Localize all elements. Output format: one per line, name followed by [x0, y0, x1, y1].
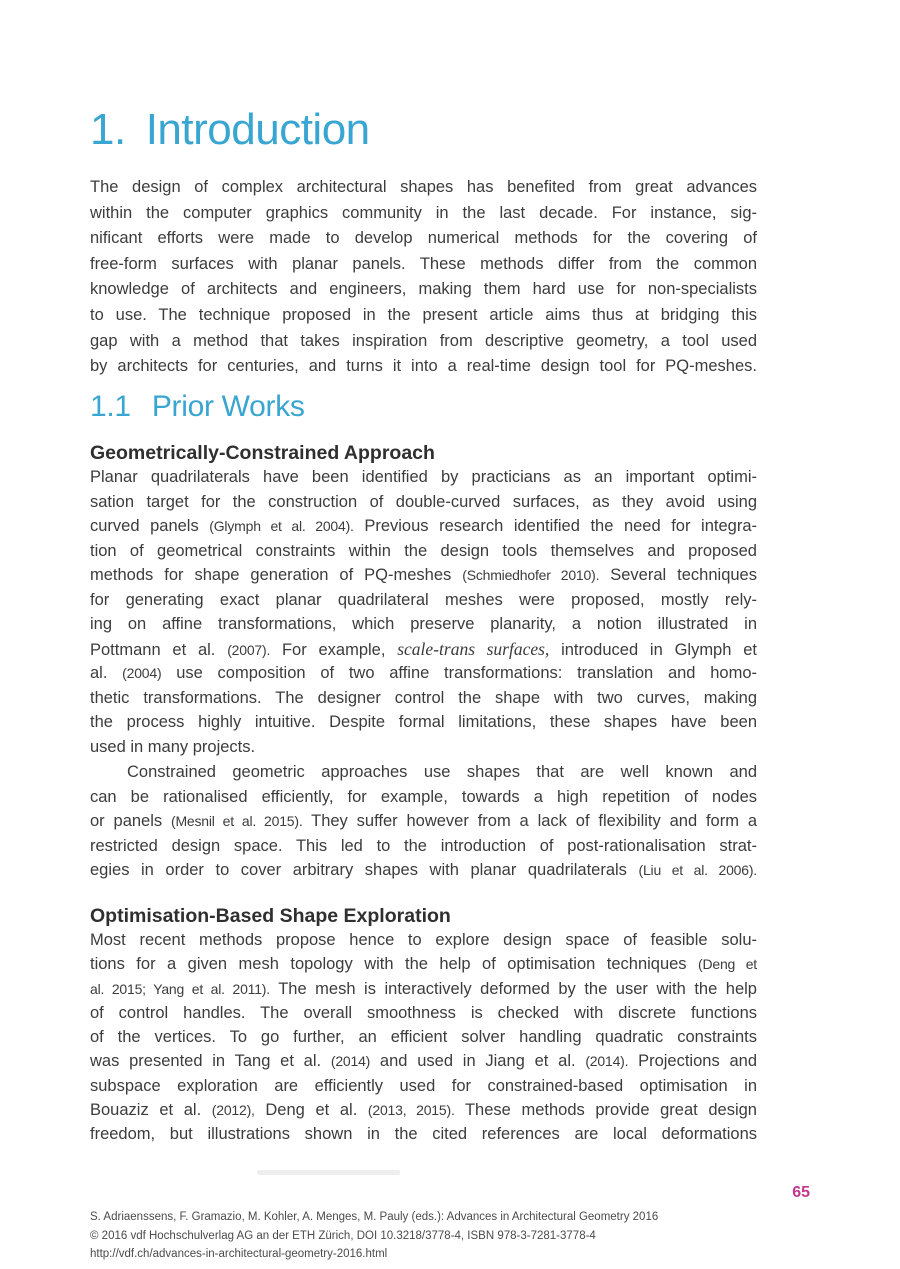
- section-number: 1.1: [90, 390, 131, 423]
- scan-artifact-mark: [257, 1170, 400, 1175]
- text-line: [90, 201, 757, 227]
- text-line: [90, 1074, 757, 1098]
- text-line: [90, 354, 757, 380]
- intro-paragraph: [90, 175, 757, 380]
- text-run: Constrained geometric approaches use shapes that are well known and: [127, 763, 757, 781]
- citation-text: (2013, 2015).: [367, 1102, 455, 1119]
- text-line: [90, 175, 757, 201]
- text-line: [90, 539, 757, 564]
- text-line: [90, 785, 757, 810]
- footer-url[interactable]: http://vdf.ch/advances-in-architectural-geometry-2016.html: [90, 1248, 388, 1261]
- section-heading: [90, 389, 305, 425]
- text-run: introduced in Glymph et: [549, 640, 757, 659]
- text-run: The design of complex architectural shapes has benefited from great advances: [90, 178, 757, 196]
- text-run: knowledge of architects and engineers, making them hard use for non-specialists: [90, 280, 757, 299]
- citation-text: al. 2015; Yang et al. 2011).: [90, 980, 270, 997]
- text-line: [90, 760, 757, 785]
- text-line: [90, 490, 757, 515]
- text-run: used in many projects.: [90, 737, 256, 756]
- text-line: [90, 1049, 757, 1073]
- text-line: [90, 1025, 757, 1049]
- text-run: These methods provide great design: [454, 1101, 757, 1120]
- text-run: Previous research identified the need for integra-: [353, 517, 757, 535]
- citation-text: (2012),: [211, 1102, 255, 1119]
- text-line: [90, 329, 757, 355]
- text-run: nificant efforts were made to develop numerical methods for the covering of: [90, 229, 757, 248]
- text-line: [90, 226, 757, 252]
- text-run: of control handles. The overall smoothness is checked with discrete functions: [90, 1003, 757, 1022]
- text-run: can be rationalised efficiently, for example, towards a high repetition of nodes: [90, 787, 757, 806]
- text-run: for generating exact planar quadrilateral meshes were proposed, mostly rely-: [90, 590, 757, 609]
- text-run: or panels: [90, 812, 171, 830]
- citation-text: (Glymph et al. 2004).: [209, 518, 354, 534]
- text-run: restricted design space. This led to the introduction of post-rationalisation strat-: [90, 836, 757, 855]
- text-line: [90, 612, 757, 637]
- text-line: [90, 710, 757, 735]
- text-run: Planar quadrilaterals have been identified by practicians as an important optimi-: [90, 468, 757, 486]
- text-line: [90, 303, 757, 329]
- chapter-heading: [90, 106, 370, 154]
- text-line: [90, 1122, 757, 1146]
- text-line: [90, 277, 757, 303]
- chapter-number: 1.: [90, 105, 126, 154]
- section-title: Prior Works: [151, 390, 305, 423]
- text-run: egies in order to cover arbitrary shapes with planar quadrilaterals: [90, 861, 639, 879]
- text-line: [90, 661, 757, 686]
- citation-text: (2014): [330, 1053, 371, 1070]
- text-run: freedom, but illustrations shown in the cited references are local deformations: [90, 1125, 757, 1144]
- text-run: Most recent methods propose hence to explore design space of feasible solu-: [90, 931, 757, 949]
- text-line: [90, 514, 757, 539]
- text-line: [90, 686, 757, 711]
- text-line: [90, 928, 757, 952]
- text-run: use composition of two affine transformations: translation and homo-: [161, 664, 757, 682]
- text-run: Several techniques: [599, 566, 757, 584]
- chapter-title: Introduction: [145, 105, 370, 154]
- text-line: [90, 588, 757, 613]
- text-run: and used in Jiang et al.: [370, 1052, 586, 1071]
- paragraph-optimisation-1: [90, 928, 757, 1147]
- text-run: Projections and: [628, 1052, 757, 1071]
- text-line: [90, 465, 757, 490]
- paragraph-geometric-1: [90, 465, 757, 759]
- text-run: subspace exploration are efficiently used for constrained-based optimisation in: [90, 1076, 757, 1095]
- citation-text: (2007).: [227, 641, 271, 658]
- text-run: tion of geometrical constraints within the design tools themselves and proposed: [90, 541, 757, 560]
- text-run: thetic transformations. The designer control the shape with two curves, making: [90, 688, 757, 707]
- text-run: Bouaziz et al.: [90, 1101, 212, 1120]
- text-run: They suffer however from a lack of flexibility and form a: [302, 812, 757, 830]
- text-line: [90, 952, 757, 976]
- text-line: [90, 858, 757, 883]
- citation-text: (Deng et: [698, 956, 757, 973]
- footer-copyright-line: © 2016 vdf Hochschulverlag AG an der ETH Zürich, DOI 10.3218/3778-4, ISBN 978-3-7281-3778-4: [90, 1229, 596, 1242]
- text-run: ing on affine transformations, which preserve planarity, a notion illustrated in: [90, 615, 757, 633]
- text-run: sation target for the construction of double-curved surfaces, as they avoid using: [90, 492, 757, 511]
- citation-text: (Mesnil et al. 2015).: [171, 813, 303, 829]
- text-run: curved panels: [90, 517, 210, 535]
- text-run: free-form surfaces with planar panels. These methods differ from the common: [90, 254, 757, 273]
- text-line: [90, 834, 757, 859]
- text-run: by architects for centuries, and turns it into a real-time design tool for PQ-meshes.: [90, 357, 757, 376]
- text-run: was presented in Tang et al.: [90, 1052, 331, 1071]
- paragraph-geometric-2: [90, 760, 757, 883]
- text-line: [90, 1001, 757, 1025]
- text-run: within the computer graphics community in the last decade. For instance, sig-: [90, 203, 757, 222]
- subsection-heading-geometrically-constrained: Geometrically-Constrained Approach: [90, 442, 435, 464]
- subsection-heading-optimisation-based: Optimisation-Based Shape Exploration: [90, 905, 451, 927]
- text-line: [90, 563, 757, 588]
- text-run: al.: [90, 664, 123, 682]
- text-run: gap with a method that takes inspiration from descriptive geometry, a tool used: [90, 331, 757, 350]
- page-number: 65: [792, 1184, 810, 1201]
- text-line: [90, 809, 757, 834]
- text-run: The mesh is interactively deformed by the user with the help: [269, 979, 757, 998]
- text-run: of the vertices. To go further, an efficient solver handling quadratic constraints: [90, 1028, 757, 1047]
- text-line: [90, 1098, 757, 1122]
- citation-text: (Liu et al. 2006).: [638, 862, 757, 878]
- text-run: methods for shape generation of PQ-meshes: [90, 566, 463, 584]
- text-run: For example,: [270, 640, 398, 659]
- citation-text: (2014).: [585, 1053, 629, 1070]
- text-run: tions for a given mesh topology with the help of optimisation techniques: [90, 955, 699, 974]
- text-run: Pottmann et al.: [90, 640, 228, 659]
- text-run: to use. The technique proposed in the present article aims thus at bridging this: [90, 305, 757, 324]
- italic-term: scale-trans surfaces,: [397, 638, 550, 659]
- citation-text: (2004): [122, 665, 162, 681]
- text-run: Deng et al.: [254, 1101, 368, 1120]
- text-line: [90, 735, 757, 760]
- text-line: [90, 637, 757, 662]
- citation-text: (Schmiedhofer 2010).: [462, 567, 600, 583]
- text-run: the process highly intuitive. Despite formal limitations, these shapes have been: [90, 713, 757, 731]
- text-line: [90, 977, 757, 1001]
- text-line: [90, 252, 757, 278]
- footer-editors-line: S. Adriaenssens, F. Gramazio, M. Kohler, A. Menges, M. Pauly (eds.): Advances in Architectural Geometry 2016: [90, 1211, 659, 1223]
- footer-colophon: [90, 1208, 658, 1264]
